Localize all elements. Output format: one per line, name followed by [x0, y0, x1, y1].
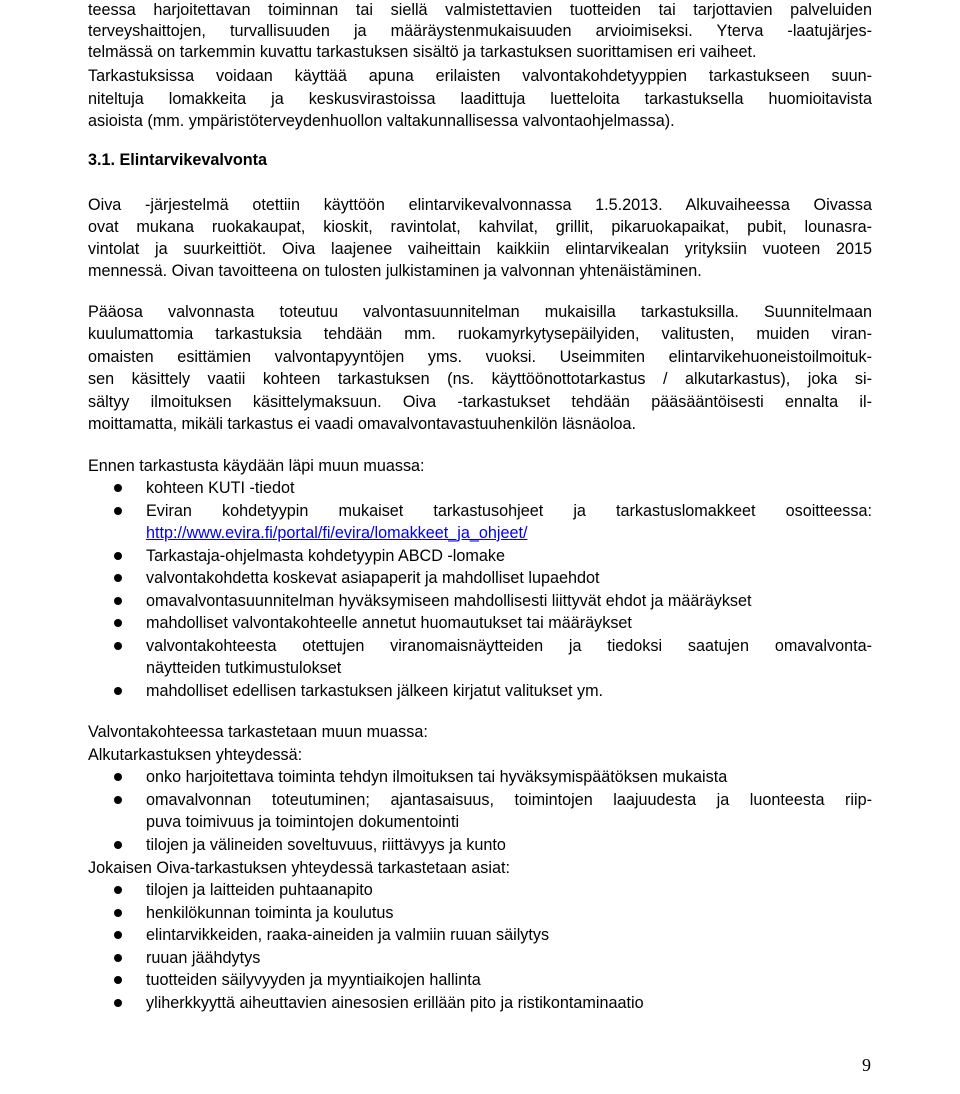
- intro-line: niteltuja lomakkeita ja keskusvirastoissa laadittuja luetteloita tarkastuksella huomioitavista: [88, 90, 872, 108]
- intro-line: Tarkastuksissa voidaan käyttää apuna erilaisten valvontakohdetyyppien tarkastukseen suun-: [88, 67, 872, 85]
- list-item: omavalvonnan toteutuminen; ajantasaisuus, toimintojen laajuudesta ja luonteesta riip-: [146, 791, 872, 809]
- list-item: Tarkastaja-ohjelmasta kohdetyypin ABCD -lomake: [146, 547, 505, 565]
- initial-inspection-intro: Alkutarkastuksen yhteydessä:: [88, 746, 303, 764]
- bullet-icon: [114, 796, 122, 804]
- list-item: mahdolliset edellisen tarkastuksen jälkeen kirjatut valitukset ym.: [146, 682, 604, 700]
- oiva-paragraph-line: vintolat ja suurkeittiöt. Oiva laajenee vaiheittain kaikkiin elintarvikealan yrityksiin vuoteen 2015: [88, 240, 872, 258]
- main-paragraph-line: sältyy ilmoituksen käsittelymaksuun. Oiva -tarkastukset tehdään pääsääntöisesti ennalta il-: [88, 393, 872, 411]
- bullet-icon: [114, 597, 122, 605]
- bullet-icon: [114, 841, 122, 849]
- oiva-paragraph-line: mennessä. Oivan tavoitteena on tulosten julkistaminen ja valvonnan yhtenäistäminen.: [88, 262, 702, 280]
- list-item: kohteen KUTI -tiedot: [146, 479, 295, 497]
- main-paragraph-line: sen käsittely vaatii kohteen tarkastuksen (ns. käyttöönottotarkastus / alkutarkastus), joka si-: [88, 370, 872, 388]
- bullet-icon: [114, 976, 122, 984]
- bullet-icon: [114, 773, 122, 781]
- oiva-inspection-intro: Jokaisen Oiva-tarkastuksen yhteydessä tarkastetaan asiat:: [88, 859, 510, 877]
- bullet-icon: [114, 954, 122, 962]
- list-item: tilojen ja välineiden soveltuvuus, riittävyys ja kunto: [146, 836, 506, 854]
- list-item-continuation: puva toimivuus ja toimintojen dokumentointi: [146, 813, 460, 831]
- main-paragraph-line: kuulumattomia tarkastuksia tehdään mm. ruokamyrkytysepäilyiden, valitusten, muiden viran-: [88, 325, 872, 343]
- bullet-icon: [114, 642, 122, 650]
- bullet-icon: [114, 552, 122, 560]
- list-item: ruuan jäähdytys: [146, 949, 261, 967]
- list-item: omavalvontasuunnitelman hyväksymiseen mahdollisesti liittyvät ehdot ja määräykset: [146, 592, 752, 610]
- bullet-icon: [114, 484, 122, 492]
- oiva-paragraph-line: ovat mukana ruokakaupat, kioskit, ravintolat, kahvilat, grillit, pikaruokapaikat, pubit, lounasra-: [88, 218, 872, 236]
- bullet-icon: [114, 931, 122, 939]
- intro-line: asioista (mm. ympäristöterveydenhuollon valtakunnallisessa valvontaohjelmassa).: [88, 112, 675, 130]
- oiva-paragraph-line: Oiva -järjestelmä otettiin käyttöön elintarvikevalvonnassa 1.5.2013. Alkuvaiheessa Oivassa: [88, 196, 872, 214]
- list-item: tuotteiden säilyvyyden ja myyntiaikojen hallinta: [146, 971, 481, 989]
- bullet-icon: [114, 687, 122, 695]
- intro-line: telmässä on tarkemmin kuvattu tarkastuksen sisältö ja tarkastuksen suorittamisen eri vaiheet.: [88, 43, 757, 61]
- list-item: valvontakohdetta koskevat asiapaperit ja mahdolliset lupaehdot: [146, 569, 600, 587]
- bullet-icon: [114, 619, 122, 627]
- bullet-icon: [114, 909, 122, 917]
- page-number: 9: [862, 1055, 871, 1075]
- list-item: henkilökunnan toiminta ja koulutus: [146, 904, 394, 922]
- main-paragraph-line: Pääosa valvonnasta toteutuu valvontasuunnitelman mukaisilla tarkastuksilla. Suunnitelmaan: [88, 303, 872, 321]
- bullet-icon: [114, 507, 122, 515]
- section-heading: 3.1. Elintarvikevalvonta: [88, 151, 268, 169]
- bullet-icon: [114, 999, 122, 1007]
- list-item: tilojen ja laitteiden puhtaanapito: [146, 881, 373, 899]
- onsite-list-intro: Valvontakohteessa tarkastetaan muun muassa:: [88, 723, 428, 741]
- list-item-continuation: näytteiden tutkimustulokset: [146, 659, 342, 677]
- list-item: Eviran kohdetyypin mukaiset tarkastusohjeet ja tarkastuslomakkeet osoitteessa:: [146, 502, 872, 520]
- main-paragraph-line: moittamatta, mikäli tarkastus ei vaadi omavalvontavastuuhenkilön läsnäoloa.: [88, 415, 636, 433]
- intro-line: teessa harjoitettavan toiminnan tai siellä valmistettavien tuotteiden tai tarjottavien palveluiden: [88, 1, 872, 19]
- bullet-icon: [114, 574, 122, 582]
- bullet-icon: [114, 886, 122, 894]
- list-item: valvontakohteesta otettujen viranomaisnäytteiden ja tiedoksi saatujen omavalvonta-: [146, 637, 872, 655]
- list-item: onko harjoitettava toiminta tehdyn ilmoituksen tai hyväksymispäätöksen mukaista: [146, 768, 728, 786]
- list-item: mahdolliset valvontakohteelle annetut huomautukset tai määräykset: [146, 614, 632, 632]
- list-item: elintarvikkeiden, raaka-aineiden ja valmiin ruuan säilytys: [146, 926, 550, 944]
- intro-line: terveyshaittojen, turvallisuuden ja määräystenmukaisuuden arvioimiseksi. Yterva -laatujärjes-: [88, 22, 872, 40]
- main-paragraph-line: omaisten esittämien valvontapyyntöjen yms. vuoksi. Useimmiten elintarvikehuoneistoilmoituk-: [88, 348, 872, 366]
- before-list-intro: Ennen tarkastusta käydään läpi muun muassa:: [88, 457, 425, 475]
- evira-forms-link[interactable]: http://www.evira.fi/portal/fi/evira/lomakkeet_ja_ohjeet/: [146, 524, 528, 542]
- list-item: yliherkkyyttä aiheuttavien ainesosien erillään pito ja ristikontaminaatio: [146, 994, 644, 1012]
